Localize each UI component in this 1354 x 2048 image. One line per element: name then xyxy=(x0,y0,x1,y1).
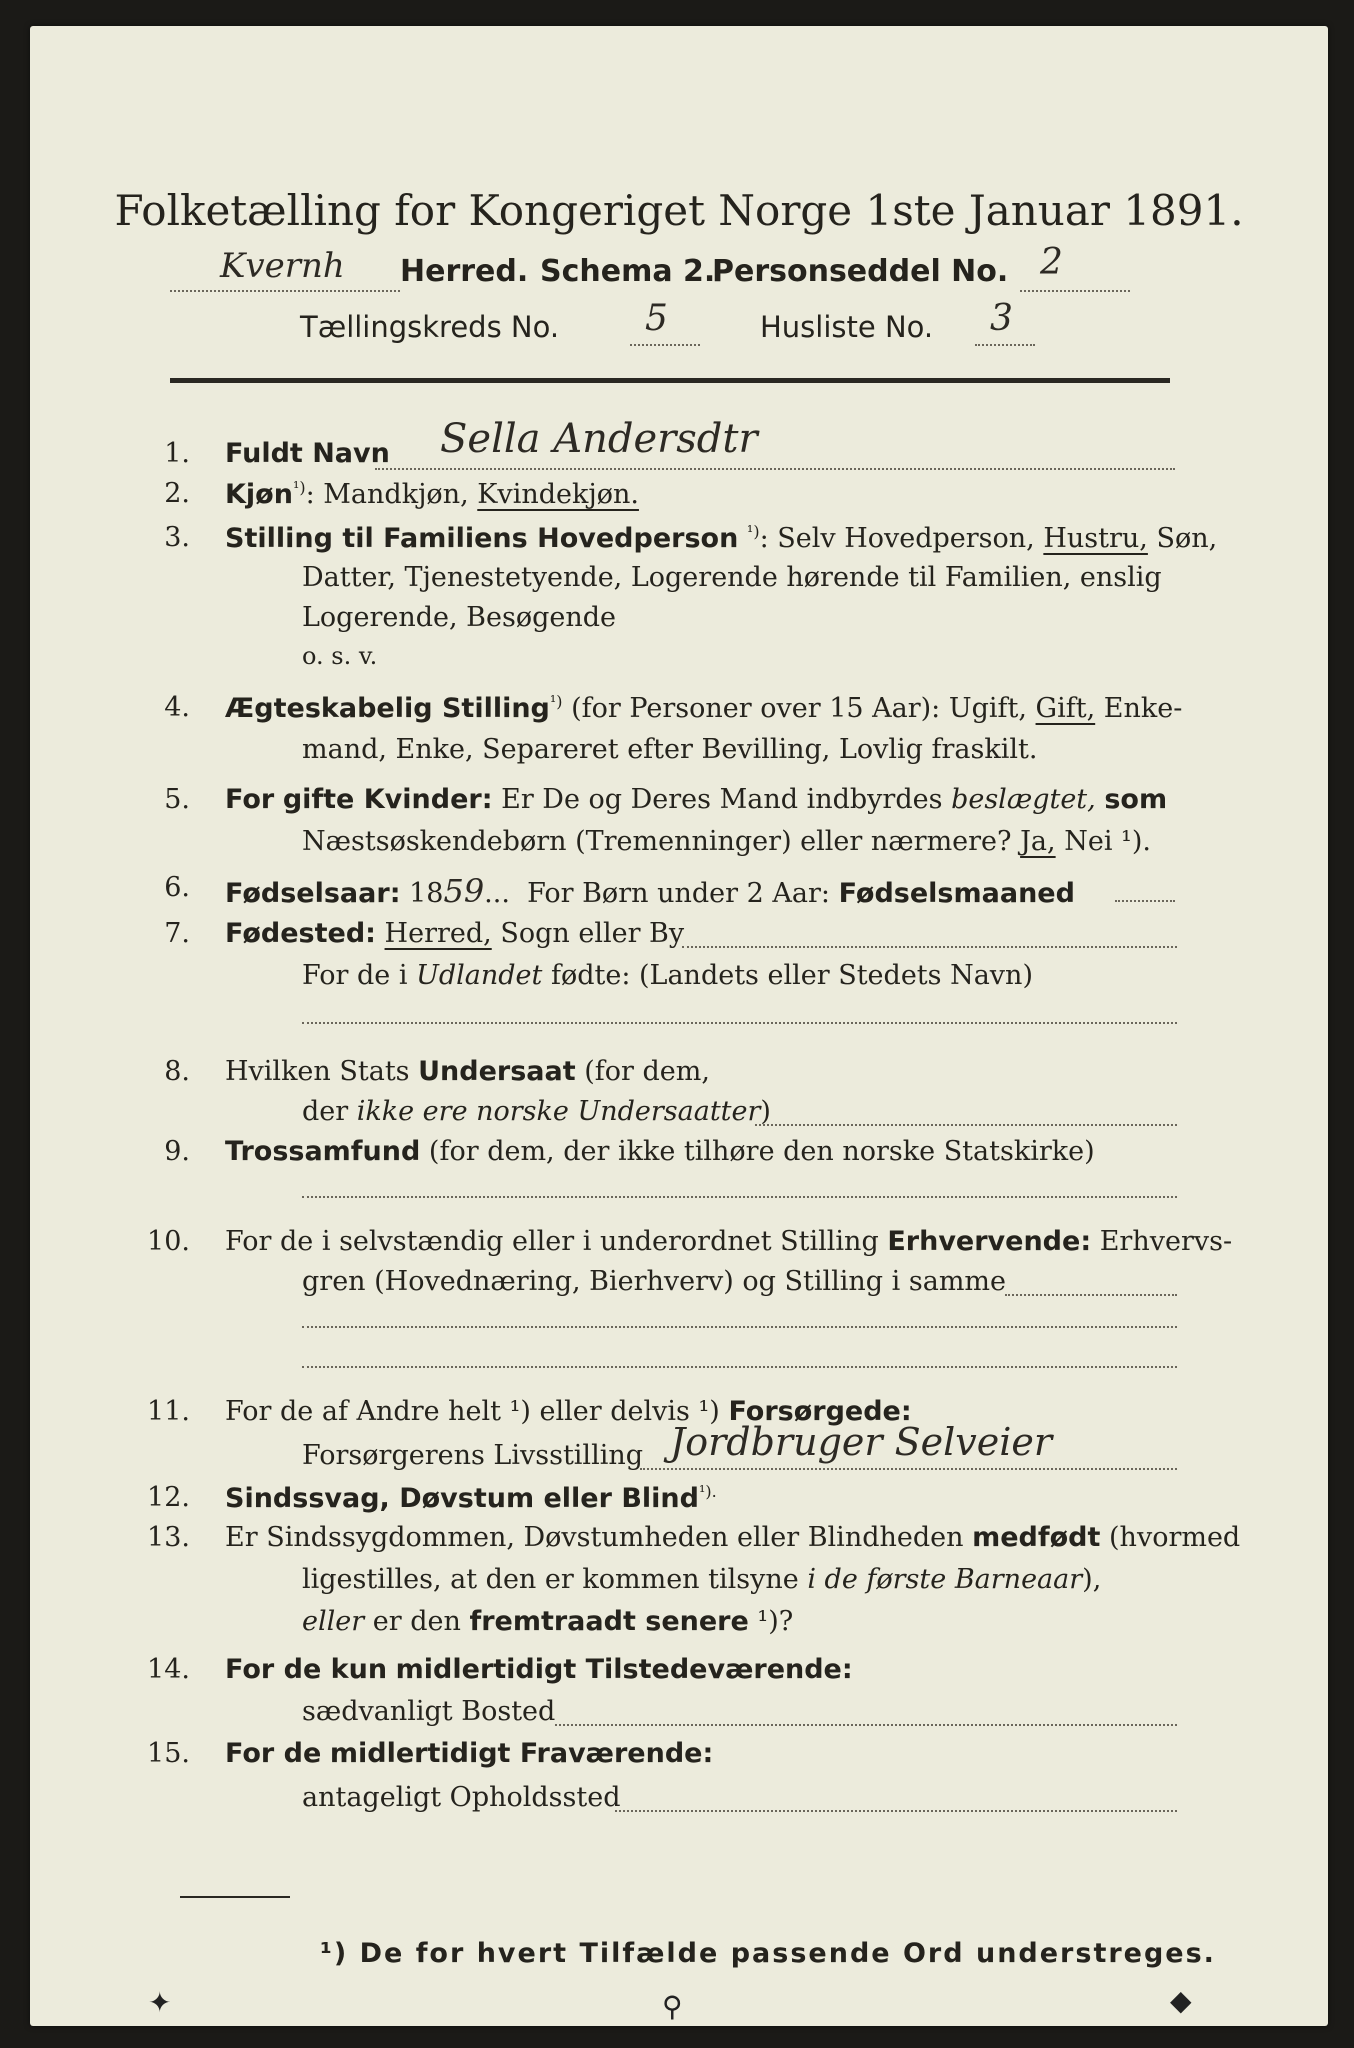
herred-value: Kvernh xyxy=(220,246,345,286)
item14-line2: sædvanligt Bosted xyxy=(302,1696,556,1727)
schema-label: Schema 2. xyxy=(540,254,716,289)
husliste-label: Husliste No. xyxy=(760,310,934,344)
item7-line1: Fødested: Herred, Sogn eller By xyxy=(225,918,685,949)
item4-line1: Ægteskabelig Stilling$^{^1)}$ (for Personer over 15 Aar): Ugift, Gift, Enke- xyxy=(225,692,1183,724)
item9-line: Trossamfund (for dem, der ikke tilhøre den norske Statskirke) xyxy=(225,1136,1095,1167)
item13-line3: eller er den fremtraadt senere ¹)? xyxy=(302,1606,794,1637)
footnote: ¹) De for hvert Tilfælde passende Ord understreges. xyxy=(320,1938,1216,1969)
item6-line: Fødselsaar: 1859... For Børn under 2 Aar: Fødselsmaaned xyxy=(225,872,1075,910)
item12-line: Sindssvag, Døvstum eller Blind$^{^1).}$ xyxy=(225,1482,717,1514)
form-title: Folketælling for Kongeriget Norge 1ste Januar 1891. xyxy=(114,186,1244,235)
item2-text: Kjøn$^{^1)}$: Mandkjøn, Kvindekjøn. xyxy=(225,478,639,510)
item10-line1: For de i selvstændig eller i underordnet Stilling Erhvervende: Erhvervs- xyxy=(225,1226,1233,1257)
item13-line1: Er Sindssygdommen, Døvstumheden eller Blindheden medfødt (hvormed xyxy=(225,1522,1241,1553)
header-rule xyxy=(170,378,1170,383)
item5-line2: Næstsøskendebørn (Tremenninger) eller nærmere? Ja, Nei ¹). xyxy=(302,826,1151,857)
personseddel-label: Personseddel No. xyxy=(712,254,1009,289)
item4-line2: mand, Enke, Separeret efter Bevilling, Lovlig fraskilt. xyxy=(302,734,1038,765)
item10-line2: gren (Hovednæring, Bierhverv) og Stilling i samme xyxy=(302,1266,1007,1297)
item-number: 15. xyxy=(147,1738,190,1769)
item15-line1: For de midlertidigt Fraværende: xyxy=(225,1738,714,1769)
item-number: 10. xyxy=(147,1226,190,1257)
item-number: 14. xyxy=(147,1654,190,1685)
item7-line2: For de i Udlandet fødte: (Landets eller Stedets Navn) xyxy=(302,960,1033,991)
footnote-rule xyxy=(180,1896,290,1898)
punch-mark-icon: ◆ xyxy=(1170,1984,1192,2017)
item3-line2: Datter, Tjenestetyende, Logerende hørende til Familien, enslig xyxy=(302,562,1162,593)
kreds-value: 5 xyxy=(645,298,668,339)
census-form xyxy=(30,26,1328,2026)
item8-line1: Hvilken Stats Undersaat (for dem, xyxy=(225,1056,710,1087)
item-number: 6. xyxy=(164,872,190,903)
provider-occupation-value: Jordbruger Selveier xyxy=(670,1420,1053,1464)
herred-label: Herred. xyxy=(400,254,529,289)
item-number: 9. xyxy=(164,1136,190,1167)
item-number: 11. xyxy=(147,1396,190,1427)
personseddel-value: 2 xyxy=(1040,242,1063,283)
item-number: 1. xyxy=(164,438,190,469)
item13-line2: ligestilles, at den er kommen tilsyne i de første Barneaar), xyxy=(302,1564,1102,1595)
item11-line1: For de af Andre helt ¹) eller delvis ¹) Forsørgede: xyxy=(225,1396,912,1427)
item-number: 5. xyxy=(164,784,190,815)
item-number: 2. xyxy=(164,478,190,509)
item14-line1: For de kun midlertidigt Tilstedeværende: xyxy=(225,1654,853,1685)
item5-line1: For gifte Kvinder: Er De og Deres Mand indbyrdes beslægtet, som xyxy=(225,784,1168,815)
item8-line2: der ikke ere norske Undersaatter) xyxy=(302,1096,771,1127)
husliste-value: 3 xyxy=(990,298,1013,339)
punch-mark-icon: ✦ xyxy=(148,1986,172,2019)
kreds-label: Tællingskreds No. xyxy=(300,310,560,344)
birth-year-value: 59 xyxy=(443,872,485,910)
full-name-value: Sella Andersdtr xyxy=(440,416,758,462)
item-number: 4. xyxy=(164,692,190,723)
item3-line1: Stilling til Familiens Hovedperson $^{^1)}$: Selv Hovedperson, Hustru, Søn, xyxy=(225,522,1218,554)
item3-line3: Logerende, Besøgende xyxy=(302,602,616,633)
item-number: 12. xyxy=(147,1482,190,1513)
item11-line2: Forsørgerens Livsstilling xyxy=(302,1440,644,1471)
item-number: 13. xyxy=(147,1522,190,1553)
item3-line4: o. s. v. xyxy=(302,642,378,670)
item15-line2: antageligt Opholdssted xyxy=(302,1782,621,1813)
item-number: 7. xyxy=(164,918,190,949)
punch-mark-icon: ⚲ xyxy=(662,1990,683,2023)
item-number: 8. xyxy=(164,1056,190,1087)
item1-label: Fuldt Navn xyxy=(225,438,390,469)
item-number: 3. xyxy=(164,522,190,553)
